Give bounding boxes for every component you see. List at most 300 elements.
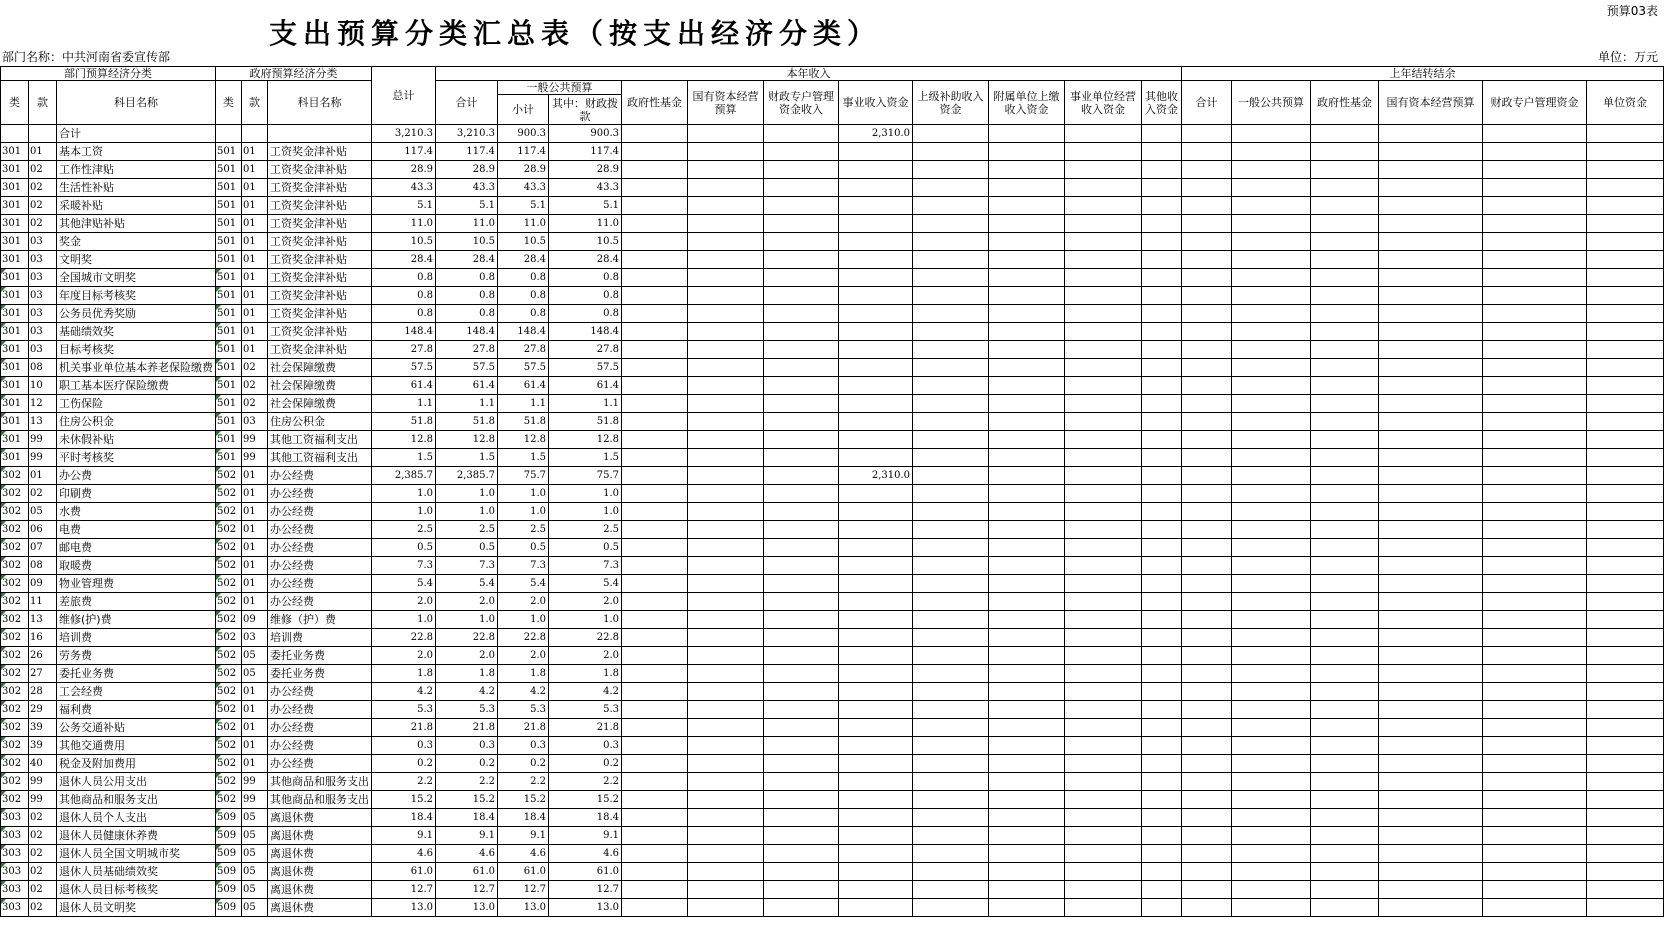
cell-business-income xyxy=(839,503,913,521)
cell-total: 2.0 xyxy=(372,593,436,611)
cell-gov-lei: 502 xyxy=(216,737,242,755)
cell-business-income xyxy=(839,683,913,701)
cell-fiscal: 4.2 xyxy=(549,683,622,701)
cell-dept-lei: 301 xyxy=(1,449,29,467)
header-general-budget: 一般公共预算 xyxy=(498,81,622,95)
cell-dept-lei: 301 xyxy=(1,431,29,449)
cell-gov-lei: 501 xyxy=(216,269,242,287)
cell-gov-kuan: 05 xyxy=(242,647,268,665)
cell-dept-subject-name: 公务交通补贴 xyxy=(57,719,216,737)
cell-sum: 10.5 xyxy=(436,233,498,251)
cell-gov-lei: 502 xyxy=(216,719,242,737)
cell-gov-subject-name: 工资奖金津补贴 xyxy=(268,197,372,215)
cell-gov-lei: 509 xyxy=(216,899,242,917)
cell-dept-lei: 301 xyxy=(1,377,29,395)
header-dept-class: 部门预算经济分类 xyxy=(1,67,216,81)
cell-total: 12.7 xyxy=(372,881,436,899)
cell-total: 2,385.7 xyxy=(372,467,436,485)
cell-dept-subject-name: 办公费 xyxy=(57,467,216,485)
cell-sum: 21.8 xyxy=(436,719,498,737)
cell-dept-lei: 302 xyxy=(1,701,29,719)
cell-subtotal: 1.5 xyxy=(498,449,549,467)
cell-total: 2.2 xyxy=(372,773,436,791)
cell-dept-lei: 301 xyxy=(1,233,29,251)
table-row xyxy=(1,485,1664,503)
cell-subtotal: 2.2 xyxy=(498,773,549,791)
cell-sum: 1.1 xyxy=(436,395,498,413)
cell-gov-subject-name: 离退休费 xyxy=(268,899,372,917)
cell-gov-kuan: 01 xyxy=(242,251,268,269)
cell-dept-subject-name: 年度目标考核奖 xyxy=(57,287,216,305)
table-row xyxy=(1,773,1664,791)
header-sum: 合计 xyxy=(436,81,498,125)
total-row-subtotal: 900.3 xyxy=(498,125,549,143)
table-row xyxy=(1,233,1664,251)
cell-dept-subject-name: 未休假补贴 xyxy=(57,431,216,449)
cell-dept-kuan: 99 xyxy=(29,773,57,791)
cell-dept-subject-name: 电费 xyxy=(57,521,216,539)
cell-fiscal: 21.8 xyxy=(549,719,622,737)
cell-subtotal: 15.2 xyxy=(498,791,549,809)
cell-gov-kuan: 01 xyxy=(242,233,268,251)
table-row xyxy=(1,215,1664,233)
cell-gov-subject-name: 工资奖金津补贴 xyxy=(268,161,372,179)
table-row xyxy=(1,269,1664,287)
cell-fiscal: 4.6 xyxy=(549,845,622,863)
cell-sum: 117.4 xyxy=(436,143,498,161)
cell-gov-kuan: 99 xyxy=(242,449,268,467)
cell-subtotal: 7.3 xyxy=(498,557,549,575)
cell-gov-lei: 502 xyxy=(216,539,242,557)
header-special-fund: 财政专户管理资金收入 xyxy=(764,81,839,125)
cell-gov-kuan: 09 xyxy=(242,611,268,629)
cell-total: 1.0 xyxy=(372,503,436,521)
cell-gov-kuan: 01 xyxy=(242,485,268,503)
cell-gov-lei: 502 xyxy=(216,773,242,791)
cell-gov-subject-name: 委托业务费 xyxy=(268,647,372,665)
cell-sum: 12.8 xyxy=(436,431,498,449)
cell-gov-subject-name: 办公经费 xyxy=(268,737,372,755)
total-row-fiscal: 900.3 xyxy=(549,125,622,143)
cell-dept-kuan: 02 xyxy=(29,809,57,827)
cell-dept-kuan: 02 xyxy=(29,827,57,845)
cell-gov-kuan: 01 xyxy=(242,701,268,719)
table-row xyxy=(1,845,1664,863)
table-row xyxy=(1,683,1664,701)
cell-business-income xyxy=(839,827,913,845)
cell-total: 5.1 xyxy=(372,197,436,215)
cell-dept-kuan: 02 xyxy=(29,485,57,503)
cell-dept-subject-name: 退休人员健康休养费 xyxy=(57,827,216,845)
cell-total: 5.4 xyxy=(372,575,436,593)
table-row xyxy=(1,287,1664,305)
cell-gov-lei: 501 xyxy=(216,305,242,323)
header-of-which-fiscal: 其中：财政拨款 xyxy=(549,95,622,125)
cell-dept-lei: 302 xyxy=(1,575,29,593)
table-row xyxy=(1,413,1664,431)
cell-gov-subject-name: 其他工资福利支出 xyxy=(268,431,372,449)
cell-gov-kuan: 05 xyxy=(242,809,268,827)
header-upper-subsidy: 上级补助收入资金 xyxy=(913,81,989,125)
cell-fiscal: 61.0 xyxy=(549,863,622,881)
cell-gov-subject-name: 工资奖金津补贴 xyxy=(268,179,372,197)
cell-fiscal: 43.3 xyxy=(549,179,622,197)
cell-business-income xyxy=(839,701,913,719)
table-row xyxy=(1,557,1664,575)
cell-business-income xyxy=(839,323,913,341)
table-row xyxy=(1,143,1664,161)
cell-business-income xyxy=(839,575,913,593)
cell-gov-subject-name: 社会保障缴费 xyxy=(268,395,372,413)
cell-gov-subject-name: 办公经费 xyxy=(268,575,372,593)
cell-dept-lei: 301 xyxy=(1,359,29,377)
cell-business-income xyxy=(839,881,913,899)
cell-subtotal: 5.3 xyxy=(498,701,549,719)
table-row xyxy=(1,881,1664,899)
cell-subtotal: 1.0 xyxy=(498,611,549,629)
cell-gov-subject-name: 工资奖金津补贴 xyxy=(268,215,372,233)
cell-dept-subject-name: 退休人员个人支出 xyxy=(57,809,216,827)
cell-dept-subject-name: 职工基本医疗保险缴费 xyxy=(57,377,216,395)
cell-subtotal: 57.5 xyxy=(498,359,549,377)
cell-dept-kuan: 03 xyxy=(29,233,57,251)
cell-business-income xyxy=(839,629,913,647)
cell-subtotal: 2.0 xyxy=(498,647,549,665)
cell-sum: 9.1 xyxy=(436,827,498,845)
cell-dept-subject-name: 水费 xyxy=(57,503,216,521)
cell-gov-kuan: 01 xyxy=(242,503,268,521)
cell-dept-kuan: 02 xyxy=(29,197,57,215)
table-row xyxy=(1,647,1664,665)
cell-fiscal: 2.0 xyxy=(549,593,622,611)
total-row-label: 合计 xyxy=(57,125,216,143)
cell-dept-kuan: 02 xyxy=(29,179,57,197)
cell-dept-lei: 301 xyxy=(1,413,29,431)
cell-dept-lei: 301 xyxy=(1,341,29,359)
table-row xyxy=(1,197,1664,215)
cell-gov-kuan: 99 xyxy=(242,791,268,809)
cell-subtotal: 75.7 xyxy=(498,467,549,485)
cell-gov-kuan: 99 xyxy=(242,773,268,791)
cell-gov-kuan: 01 xyxy=(242,215,268,233)
cell-sum: 15.2 xyxy=(436,791,498,809)
table-row xyxy=(1,791,1664,809)
cell-gov-kuan: 01 xyxy=(242,467,268,485)
cell-fiscal: 28.9 xyxy=(549,161,622,179)
cell-business-income xyxy=(839,791,913,809)
cell-business-income xyxy=(839,431,913,449)
cell-gov-lei: 502 xyxy=(216,647,242,665)
cell-dept-kuan: 06 xyxy=(29,521,57,539)
cell-subtotal: 1.0 xyxy=(498,485,549,503)
total-row-sum: 3,210.3 xyxy=(436,125,498,143)
cell-fiscal: 28.4 xyxy=(549,251,622,269)
cell-gov-subject-name: 办公经费 xyxy=(268,485,372,503)
table-row xyxy=(1,899,1664,917)
cell-business-income xyxy=(839,215,913,233)
cell-fiscal: 1.0 xyxy=(549,503,622,521)
cell-dept-kuan: 01 xyxy=(29,143,57,161)
header-gov-class: 政府预算经济分类 xyxy=(216,67,372,81)
page-title: 支出预算分类汇总表（按支出经济分类） xyxy=(268,17,881,50)
cell-sum: 57.5 xyxy=(436,359,498,377)
cell-dept-subject-name: 基本工资 xyxy=(57,143,216,161)
cell-total: 15.2 xyxy=(372,791,436,809)
cell-fiscal: 7.3 xyxy=(549,557,622,575)
cell-gov-kuan: 05 xyxy=(242,881,268,899)
cell-dept-kuan: 12 xyxy=(29,395,57,413)
cell-dept-subject-name: 退休人员公用支出 xyxy=(57,773,216,791)
cell-dept-subject-name: 福利费 xyxy=(57,701,216,719)
cell-sum: 61.0 xyxy=(436,863,498,881)
cell-sum: 2.5 xyxy=(436,521,498,539)
cell-dept-subject-name: 工会经费 xyxy=(57,683,216,701)
cell-dept-kuan: 08 xyxy=(29,359,57,377)
cell-fiscal: 5.1 xyxy=(549,197,622,215)
cell-total: 9.1 xyxy=(372,827,436,845)
cell-fiscal: 0.8 xyxy=(549,287,622,305)
cell-total: 57.5 xyxy=(372,359,436,377)
cell-dept-lei: 302 xyxy=(1,647,29,665)
cell-business-income xyxy=(839,593,913,611)
cell-gov-lei: 501 xyxy=(216,395,242,413)
cell-gov-kuan: 05 xyxy=(242,845,268,863)
cell-dept-kuan: 03 xyxy=(29,341,57,359)
table-row xyxy=(1,323,1664,341)
cell-total: 43.3 xyxy=(372,179,436,197)
cell-dept-subject-name: 物业管理费 xyxy=(57,575,216,593)
cell-business-income xyxy=(839,449,913,467)
cell-subtotal: 61.4 xyxy=(498,377,549,395)
cell-subtotal: 10.5 xyxy=(498,233,549,251)
cell-business-income: 2,310.0 xyxy=(839,467,913,485)
cell-dept-kuan: 99 xyxy=(29,449,57,467)
cell-business-income xyxy=(839,737,913,755)
cell-subtotal: 0.8 xyxy=(498,305,549,323)
table-row xyxy=(1,593,1664,611)
cell-fiscal: 1.0 xyxy=(549,611,622,629)
cell-gov-kuan: 01 xyxy=(242,323,268,341)
cell-dept-kuan: 11 xyxy=(29,593,57,611)
cell-gov-kuan: 03 xyxy=(242,629,268,647)
cell-dept-kuan: 03 xyxy=(29,251,57,269)
cell-fiscal: 51.8 xyxy=(549,413,622,431)
table-row xyxy=(1,467,1664,485)
cell-gov-subject-name: 办公经费 xyxy=(268,521,372,539)
cell-dept-lei: 301 xyxy=(1,143,29,161)
cell-gov-lei: 501 xyxy=(216,197,242,215)
cell-dept-kuan: 07 xyxy=(29,539,57,557)
header-co-gov-fund: 政府性基金 xyxy=(1311,81,1379,125)
cell-business-income xyxy=(839,719,913,737)
cell-total: 0.8 xyxy=(372,269,436,287)
cell-sum: 1.8 xyxy=(436,665,498,683)
cell-dept-lei: 301 xyxy=(1,179,29,197)
cell-total: 4.6 xyxy=(372,845,436,863)
cell-sum: 148.4 xyxy=(436,323,498,341)
cell-dept-subject-name: 印刷费 xyxy=(57,485,216,503)
cell-gov-kuan: 02 xyxy=(242,359,268,377)
cell-dept-lei: 302 xyxy=(1,755,29,773)
cell-business-income xyxy=(839,305,913,323)
cell-sum: 27.8 xyxy=(436,341,498,359)
cell-dept-lei: 302 xyxy=(1,629,29,647)
cell-gov-lei: 502 xyxy=(216,521,242,539)
cell-fiscal: 1.8 xyxy=(549,665,622,683)
cell-dept-lei: 301 xyxy=(1,215,29,233)
cell-total: 0.8 xyxy=(372,305,436,323)
cell-subtotal: 148.4 xyxy=(498,323,549,341)
cell-dept-subject-name: 文明奖 xyxy=(57,251,216,269)
cell-subtotal: 2.5 xyxy=(498,521,549,539)
cell-business-income xyxy=(839,647,913,665)
cell-gov-subject-name: 社会保障缴费 xyxy=(268,377,372,395)
cell-business-income xyxy=(839,863,913,881)
cell-dept-subject-name: 基础绩效奖 xyxy=(57,323,216,341)
cell-gov-lei: 501 xyxy=(216,323,242,341)
header-business-ops: 事业单位经营收入资金 xyxy=(1065,81,1142,125)
cell-sum: 0.3 xyxy=(436,737,498,755)
cell-dept-lei: 301 xyxy=(1,287,29,305)
cell-gov-lei: 502 xyxy=(216,467,242,485)
cell-gov-lei: 501 xyxy=(216,431,242,449)
total-row-total: 3,210.3 xyxy=(372,125,436,143)
cell-fiscal: 1.5 xyxy=(549,449,622,467)
cell-sum: 18.4 xyxy=(436,809,498,827)
header-gov-kuan: 款 xyxy=(242,81,268,125)
cell-dept-lei: 302 xyxy=(1,557,29,575)
cell-gov-lei: 509 xyxy=(216,809,242,827)
cell-business-income xyxy=(839,485,913,503)
cell-gov-subject-name: 维修（护）费 xyxy=(268,611,372,629)
cell-dept-subject-name: 税金及附加费用 xyxy=(57,755,216,773)
cell-total: 1.5 xyxy=(372,449,436,467)
cell-subtotal: 5.4 xyxy=(498,575,549,593)
cell-dept-lei: 302 xyxy=(1,521,29,539)
cell-subtotal: 2.0 xyxy=(498,593,549,611)
cell-dept-kuan: 03 xyxy=(29,287,57,305)
cell-sum: 4.2 xyxy=(436,683,498,701)
header-kuan: 款 xyxy=(29,81,57,125)
cell-subtotal: 27.8 xyxy=(498,341,549,359)
cell-subtotal: 28.9 xyxy=(498,161,549,179)
cell-total: 22.8 xyxy=(372,629,436,647)
cell-gov-lei: 501 xyxy=(216,215,242,233)
cell-dept-lei: 302 xyxy=(1,593,29,611)
cell-sum: 0.2 xyxy=(436,755,498,773)
cell-dept-kuan: 03 xyxy=(29,269,57,287)
cell-sum: 2.0 xyxy=(436,593,498,611)
cell-sum: 13.0 xyxy=(436,899,498,917)
cell-gov-subject-name: 工资奖金津补贴 xyxy=(268,287,372,305)
cell-business-income xyxy=(839,845,913,863)
cell-gov-kuan: 01 xyxy=(242,179,268,197)
cell-gov-subject-name: 工资奖金津补贴 xyxy=(268,305,372,323)
cell-sum: 22.8 xyxy=(436,629,498,647)
cell-dept-subject-name: 生活性补贴 xyxy=(57,179,216,197)
header-gov-fund: 政府性基金 xyxy=(622,81,688,125)
cell-fiscal: 0.8 xyxy=(549,305,622,323)
cell-dept-subject-name: 退休人员基础绩效奖 xyxy=(57,863,216,881)
cell-fiscal: 15.2 xyxy=(549,791,622,809)
cell-fiscal: 1.1 xyxy=(549,395,622,413)
cell-dept-kuan: 26 xyxy=(29,647,57,665)
cell-gov-subject-name: 办公经费 xyxy=(268,539,372,557)
cell-dept-lei: 301 xyxy=(1,323,29,341)
cell-total: 11.0 xyxy=(372,215,436,233)
cell-sum: 1.0 xyxy=(436,485,498,503)
header-subject-name: 科目名称 xyxy=(57,81,216,125)
cell-business-income xyxy=(839,611,913,629)
cell-gov-lei: 502 xyxy=(216,629,242,647)
cell-fiscal: 0.5 xyxy=(549,539,622,557)
cell-dept-lei: 302 xyxy=(1,773,29,791)
cell-dept-kuan: 02 xyxy=(29,161,57,179)
cell-total: 7.3 xyxy=(372,557,436,575)
cell-gov-kuan: 01 xyxy=(242,161,268,179)
cell-fiscal: 12.8 xyxy=(549,431,622,449)
cell-gov-lei: 502 xyxy=(216,557,242,575)
cell-dept-subject-name: 机关事业单位基本养老保险缴费 xyxy=(57,359,216,377)
cell-total: 12.8 xyxy=(372,431,436,449)
cell-dept-lei: 303 xyxy=(1,881,29,899)
cell-dept-lei: 301 xyxy=(1,161,29,179)
table-row xyxy=(1,359,1664,377)
cell-fiscal: 12.7 xyxy=(549,881,622,899)
cell-business-income xyxy=(839,251,913,269)
cell-total: 2.0 xyxy=(372,647,436,665)
cell-dept-subject-name: 全国城市文明奖 xyxy=(57,269,216,287)
cell-gov-lei: 509 xyxy=(216,863,242,881)
cell-fiscal: 0.2 xyxy=(549,755,622,773)
cell-gov-lei: 501 xyxy=(216,233,242,251)
cell-sum: 43.3 xyxy=(436,179,498,197)
cell-dept-kuan: 02 xyxy=(29,863,57,881)
cell-business-income xyxy=(839,413,913,431)
cell-fiscal: 117.4 xyxy=(549,143,622,161)
cell-gov-lei: 501 xyxy=(216,341,242,359)
cell-gov-kuan: 01 xyxy=(242,269,268,287)
cell-dept-kuan: 02 xyxy=(29,215,57,233)
cell-total: 1.8 xyxy=(372,665,436,683)
header-gov-lei: 类 xyxy=(216,81,242,125)
header-affiliated-pay: 附属单位上缴收入资金 xyxy=(989,81,1065,125)
table-row xyxy=(1,611,1664,629)
cell-gov-subject-name: 工资奖金津补贴 xyxy=(268,251,372,269)
cell-sum: 5.3 xyxy=(436,701,498,719)
cell-gov-lei: 501 xyxy=(216,449,242,467)
cell-gov-subject-name: 办公经费 xyxy=(268,503,372,521)
cell-dept-lei: 302 xyxy=(1,539,29,557)
cell-business-income xyxy=(839,395,913,413)
cell-dept-lei: 303 xyxy=(1,827,29,845)
cell-gov-lei: 501 xyxy=(216,143,242,161)
cell-dept-subject-name: 其他津贴补贴 xyxy=(57,215,216,233)
cell-fiscal: 1.0 xyxy=(549,485,622,503)
table-row xyxy=(1,665,1664,683)
cell-subtotal: 1.8 xyxy=(498,665,549,683)
cell-dept-lei: 303 xyxy=(1,863,29,881)
cell-dept-kuan: 99 xyxy=(29,791,57,809)
cell-total: 4.2 xyxy=(372,683,436,701)
cell-dept-kuan: 13 xyxy=(29,611,57,629)
cell-gov-subject-name: 办公经费 xyxy=(268,683,372,701)
cell-subtotal: 1.1 xyxy=(498,395,549,413)
cell-fiscal: 5.4 xyxy=(549,575,622,593)
table-row xyxy=(1,575,1664,593)
cell-gov-lei: 501 xyxy=(216,179,242,197)
header-co-general: 一般公共预算 xyxy=(1232,81,1311,125)
